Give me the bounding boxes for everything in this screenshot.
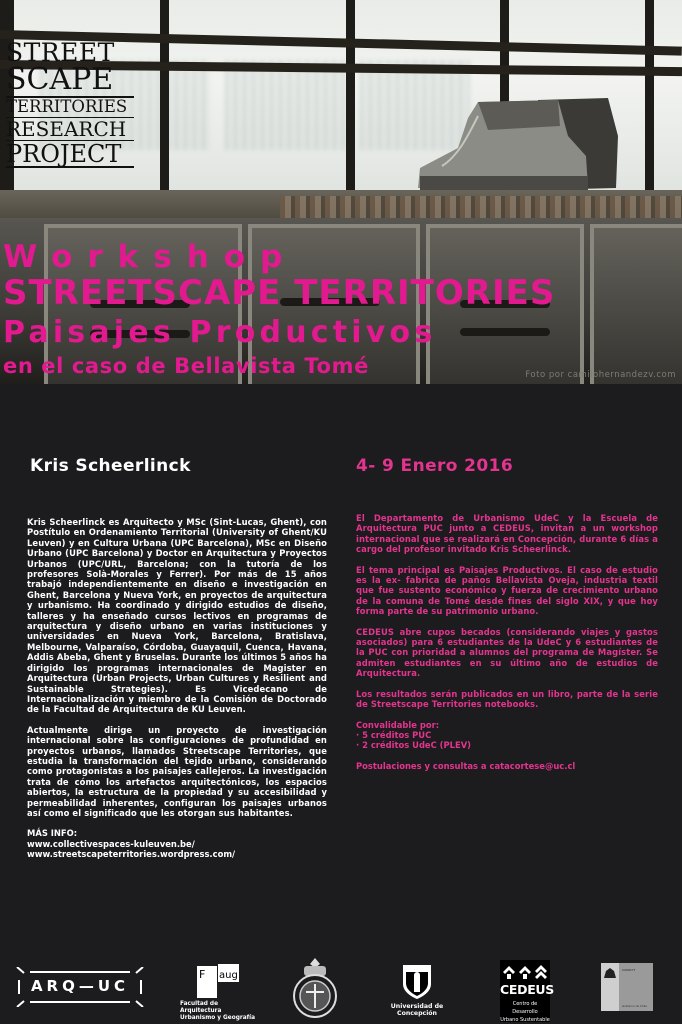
faug-caption-line: Urbanismo y Geografía [180, 1015, 256, 1021]
udec-shield-icon [402, 964, 432, 1000]
faug-caption [180, 1001, 260, 1022]
locker [590, 224, 682, 384]
locker-vent [460, 328, 550, 336]
udec-label: Universidad de Concepción [390, 1003, 444, 1017]
credit-item: · 2 créditos UdeC (PLEV) [356, 740, 472, 751]
event-results: Los resultados serán publicados en un libro, parte de la serie de Streetscape Territories notebooks. [356, 688, 658, 710]
conicyt-logo [601, 963, 653, 1011]
logo-line: TERRITORIES [6, 98, 134, 118]
speaker-bio: Kris Scheerlinck es Arquitecto y MSc (Sint-Lucas, Ghent), con Postítulo en Ordenamiento Territorial (University of Ghent/KU Leuven) y en Cultura Urbana (UPC Barcelona), MSc en Diseño Urbano (UPC Barcelona) y Doctor en Arquitectura y Proyectos Urbanos (UPC/URL, Barcelona; con la tutoría de los profesores Solà-Morales y Ferrer). Por más de 15 años trabajó independientemente en diseño e investigación en Ghent, Barcelona y Nueva York, en proyectos de arquitectura y urbanismo. Ha coordinado y dirigido estudios de diseño, talleres y ha enseñado cursos lectivos en programas de arquitectura y diseño urbano en varias instituciones y universidades en Nueva York, Barcelona, Bratislava, Melbourne, Valparaíso, Córdoba, Guayaquil, Cuenca, Havana, Addis Abeba, Ghent y Bruselas. Durante los últimos 5 años ha dirigido los programas internacionales de Magister en Arquitectura (Urban Projects, Urban Cultures y Resilient and Sustainable Strategies). Es Vicedecano de Internacionalización y miembro de la Comisión de Doctorado de la Facultad de Arquitectura de KU Leuven. [27, 517, 327, 715]
title-streetscape: STREETSCAPE TERRITORIES [3, 273, 556, 313]
hero-photo [0, 0, 682, 384]
rust-texture [280, 196, 682, 218]
window-frame [160, 0, 169, 196]
link-streetscapeterritories[interactable]: www.streetscapeterritories.wordpress.com/ [27, 849, 236, 860]
window-frame [645, 0, 654, 196]
logo-line: RESEARCH [6, 118, 134, 141]
logo-line: SCAPE [6, 65, 134, 98]
event-theme: El tema principal es Paisajes Productivos. El caso de estudio es la ex- fabrica de paños Bellavista Oveja, industria textil que fue sustento económico y fuerza de crecimiento urbano de la comuna de Tomé desde fines del siglo XIX, y que hoy forma parte de su patrimonio urbano. [356, 564, 658, 617]
credits-label: Convalidable por: [356, 719, 440, 730]
faug-logo [180, 964, 256, 1022]
credit-item: · 5 créditos PUC [356, 729, 432, 740]
svg-text:F: F [199, 968, 206, 981]
cedeus-subtitle-line: Urbano Sustentable [500, 1017, 550, 1023]
conicyt-panel [601, 963, 619, 1011]
arquc-logo [16, 967, 144, 1007]
conicyt-label: CONICYT [622, 968, 636, 972]
speaker-column [27, 455, 327, 860]
udec-logo [372, 964, 462, 1022]
boots-image [418, 96, 618, 196]
speaker-name: Kris Scheerlinck [30, 456, 191, 476]
logo-line: PROJECT [6, 141, 134, 168]
streetscape-logo [6, 40, 134, 180]
event-dates: 4- 9 Enero 2016 [356, 456, 514, 476]
puc-seal-logo [292, 956, 338, 1018]
link-collectivespaces[interactable]: www.collectivespaces-kuleuven.be/ [27, 838, 195, 849]
event-column [356, 455, 658, 771]
speaker-research: Actualmente dirige un proyecto de investigación internacional sobre las configuraciones de profundidad en proyectos urbanos, llamados Streetscape Territories, que estudia la transformación del tejido urbano, considerando como protagonistas a los paisajes callejeros. La investigación trata de cómo los artefactos arquitectónicos, los espacios abiertos, la estructura de la propiedad y su accesibilidad y permeabilidad inherentes, configuran los paisajes urbanos así como el significado que les otorgan sus habitantes. [27, 724, 327, 818]
logo-line: STREET [6, 38, 115, 67]
cedeus-roofs-icon [500, 962, 550, 982]
more-info-label: MÁS INFO: [27, 828, 78, 839]
faug-caption-line: Facultad de Arquitectura [180, 1001, 222, 1014]
puc-seal-icon [292, 956, 338, 1018]
contact-line: Postulaciones y consultas a catacortese@uc.cl [356, 760, 576, 771]
title-paisajes: Paisajes Productivos [3, 315, 437, 350]
sponsor-logos [0, 950, 682, 1024]
window-haze [225, 60, 345, 150]
cedeus-subtitle [500, 1000, 550, 1024]
cedeus-subtitle-line: Centro de Desarrollo [512, 1001, 538, 1015]
event-scholarships: CEDEUS abre cupos becados (considerando viajes y gastos asociados) para 6 estudiantes de la UdeC y 6 estudiantes de la PUC con prioridad a alumnos del programa de Magíster. Se admiten estudiantes en su último año de estudios de Arquitectura. [356, 626, 658, 679]
faug-mark-icon [197, 964, 239, 998]
title-bellavista: en el caso de Bellavista Tomé [3, 354, 369, 378]
title-workshop: Workshop [3, 239, 298, 275]
gobierno-label: Gobierno de Chile [622, 1004, 648, 1008]
arquc-label: ARQ—UC [30, 977, 130, 995]
chile-coat-of-arms-icon [601, 966, 619, 980]
svg-text:aug: aug [219, 970, 238, 981]
window-frame [346, 0, 355, 196]
event-intro: El Departamento de Urbanismo UdeC y la Escuela de Arquitectura PUC junto a CEDEUS, invitan a un workshop internacional que se realizará en Concepción, durante 6 días a cargo del profesor invitado Kris Scheerlinck. [356, 513, 658, 555]
photo-credit: Foto por camilohernandezv.com [525, 370, 676, 380]
cedeus-title: CEDEUS [500, 982, 554, 997]
cedeus-logo [500, 960, 554, 1023]
